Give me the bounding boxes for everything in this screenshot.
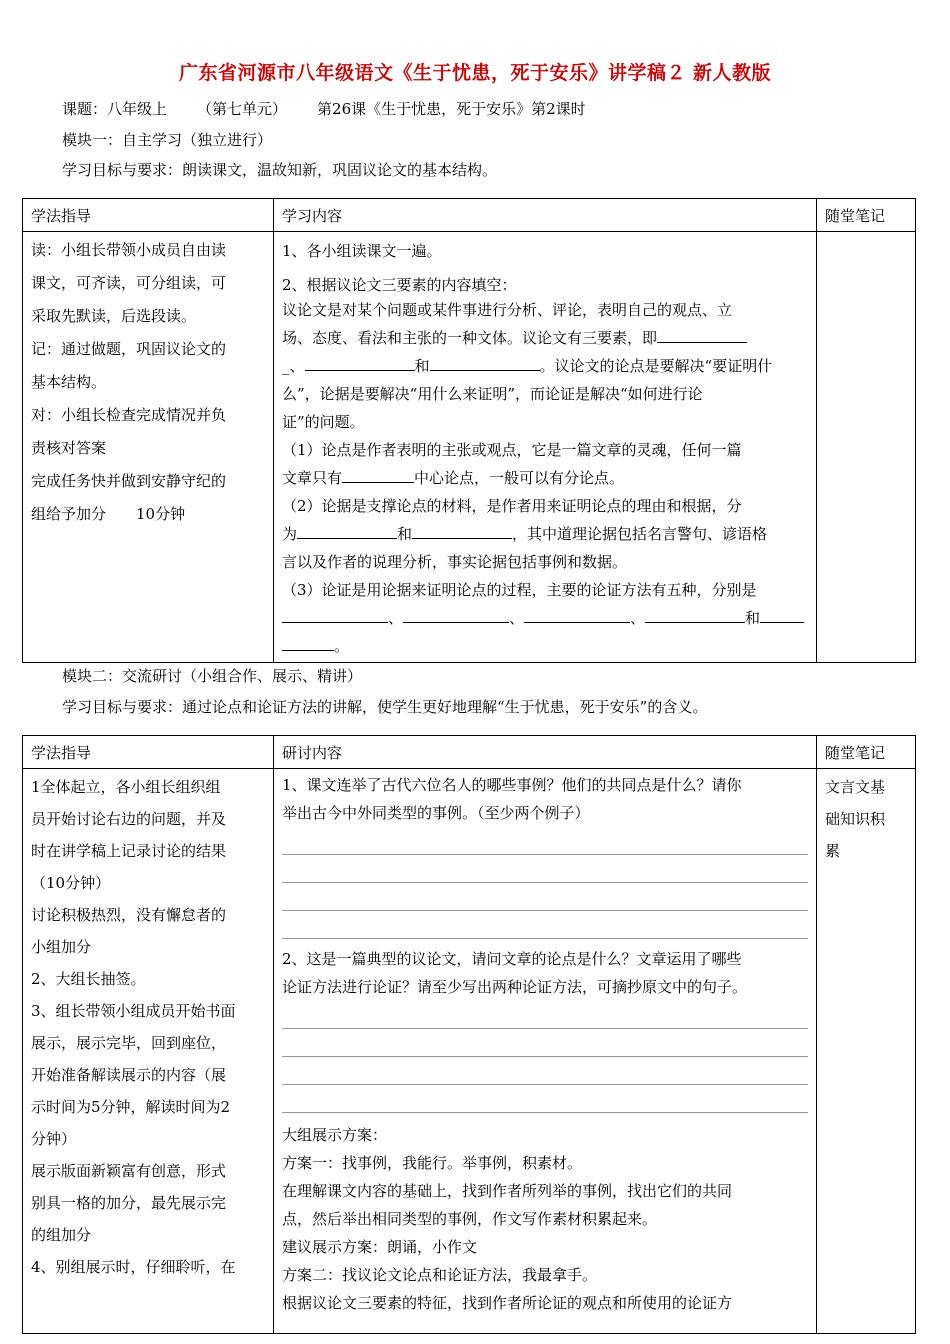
fill-blank[interactable] bbox=[342, 468, 414, 483]
content-line: 么”，论据是要解决“用什么来证明”，而论证是解决“如何进行论 bbox=[282, 385, 703, 403]
guide-line: 员开始讨论右边的问题，并及 bbox=[31, 810, 227, 828]
content-line: （3）论证是用论据来证明论点的过程，主要的论证方法有五种，分别是 bbox=[282, 581, 757, 599]
answer-line[interactable] bbox=[282, 1085, 808, 1113]
guide-line: 展示，展示完毕，回到座位， bbox=[31, 1034, 227, 1052]
plan-line: 大组展示方案： bbox=[282, 1126, 388, 1144]
module2-table bbox=[22, 735, 916, 1334]
guide-line: 2、大组长抽签。 bbox=[31, 970, 146, 988]
guide-line: 示时间为5分钟，解读时间为2 bbox=[31, 1098, 231, 1116]
module2-goal: 学习目标与要求：通过论点和论证方法的讲解，使学生更好地理解“生于忧患，死于安乐”的含义。 bbox=[62, 698, 708, 716]
fill-blank[interactable] bbox=[524, 608, 630, 623]
guide-line: 1全体起立，各小组长组织组 bbox=[31, 778, 221, 796]
guide-line: 时在讲学稿上记录讨论的结果 bbox=[31, 842, 227, 860]
header-content: 学习内容 bbox=[274, 199, 817, 232]
module2-header-row bbox=[23, 736, 916, 769]
fill-blank[interactable] bbox=[403, 608, 509, 623]
question-line: 举出古今中外同类型的事例。（至少两个例子） bbox=[282, 804, 590, 822]
module2-notes-cell[interactable] bbox=[817, 769, 916, 1334]
guide-line: 展示版面新颖富有创意，形式 bbox=[31, 1162, 227, 1180]
module1-goal: 学习目标与要求：朗读课文，温故知新，巩固议论文的基本结构。 bbox=[62, 161, 498, 179]
guide-line: 责核对答案 bbox=[31, 439, 107, 457]
question-line: 1、课文连举了古代六位名人的哪些事例？他们的共同点是什么？请你 bbox=[282, 776, 742, 794]
fill-blank[interactable] bbox=[760, 608, 804, 623]
content-line: 场、态度、看法和主张的一种文体。议论文有三要素，即 bbox=[282, 324, 808, 352]
plan-line: 建议展示方案：朗诵，小作文 bbox=[282, 1238, 478, 1256]
plan-line: 方案一：找事例，我能行。举事例，积素材。 bbox=[282, 1154, 583, 1172]
answer-line[interactable] bbox=[282, 827, 808, 855]
guide-line: 采取先默读，后选段读。 bbox=[31, 307, 197, 325]
header-content: 研讨内容 bbox=[274, 736, 817, 769]
answer-line[interactable] bbox=[282, 911, 808, 939]
content-line: （2）论据是支撑论点的材料，是作者用来证明论点的理由和根据，分 bbox=[282, 497, 742, 515]
module1-notes-cell[interactable] bbox=[817, 232, 916, 663]
guide-line: 完成任务快并做到安静守纪的 bbox=[31, 472, 227, 490]
fill-blank[interactable] bbox=[412, 524, 512, 539]
topic-unit: （第七单元） bbox=[197, 100, 288, 118]
guide-line: 基本结构。 bbox=[31, 373, 107, 391]
guide-line: 对：小组长检查完成情况并负 bbox=[31, 406, 227, 424]
question-line: 论证方法进行论证？请至少写出两种论证方法，可摘抄原文中的句子。 bbox=[282, 978, 748, 996]
content-line: 。 bbox=[282, 632, 808, 660]
fill-blank[interactable] bbox=[282, 608, 388, 623]
content-q1: 1、各小组读课文一遍。 bbox=[282, 242, 442, 260]
content-line: （1）论点是作者表明的主张或观点，它是一篇文章的灵魂，任何一篇 bbox=[282, 441, 742, 459]
module2-content-cell bbox=[274, 769, 817, 1334]
module1-header-row bbox=[23, 199, 916, 232]
answer-line[interactable] bbox=[282, 1057, 808, 1085]
guide-line: 小组加分 bbox=[31, 938, 92, 956]
module2-body-row bbox=[23, 769, 916, 1334]
guide-line: 组给予加分 10分钟 bbox=[31, 505, 186, 523]
content-line: 议论文是对某个问题或某件事进行分析、评论，表明自己的观点、立 bbox=[282, 301, 733, 319]
guide-line: 3、组长带领小组成员开始书面 bbox=[31, 1002, 236, 1020]
header-method: 学法指导 bbox=[23, 199, 274, 232]
content-line: 言以及作者的说理分析，事实论据包括事例和数据。 bbox=[282, 553, 628, 571]
plan-line: 根据议论文三要素的特征，找到作者所论证的观点和所使用的论证方 bbox=[282, 1294, 733, 1312]
fill-blank[interactable] bbox=[282, 636, 334, 651]
guide-line: 分钟） bbox=[31, 1130, 77, 1148]
answer-line[interactable] bbox=[282, 1029, 808, 1057]
answer-line[interactable] bbox=[282, 1001, 808, 1029]
module1-content-cell bbox=[274, 232, 817, 663]
guide-line: 读：小组长带领小成员自由读 bbox=[31, 241, 227, 259]
module1-table bbox=[22, 198, 916, 663]
fill-blank[interactable] bbox=[657, 328, 747, 343]
content-line: 证”的问题。 bbox=[282, 413, 365, 431]
guide-line: 别具一格的加分，最先展示完 bbox=[31, 1194, 227, 1212]
note-line: 础知识积 bbox=[825, 810, 886, 828]
module1-body-row bbox=[23, 232, 916, 663]
content-line: 为 和 ，其中道理论据包括名言警句、谚语格 bbox=[282, 525, 768, 543]
lesson-topic bbox=[62, 99, 586, 119]
content-line: 、 、 、 和 bbox=[282, 604, 808, 632]
fill-blank[interactable] bbox=[297, 524, 397, 539]
guide-line: 讨论积极热烈，没有懈怠者的 bbox=[31, 906, 227, 924]
document-title: 广东省河源市八年级语文《生于忧患，死于安乐》讲学稿２ 新人教版 bbox=[178, 62, 772, 84]
guide-line: 课文，可齐读，可分组读，可 bbox=[31, 274, 227, 292]
guide-line: 4、别组展示时，仔细聆听，在 bbox=[31, 1258, 236, 1276]
plan-line: 方案二：找议论文论点和论证方法，我最拿手。 bbox=[282, 1266, 598, 1284]
content-line: _、 和 。议论文的论点是要解决“要证明什 bbox=[282, 357, 773, 375]
guide-line: （10分钟） bbox=[31, 874, 111, 892]
topic-lesson: 第26课《生于忧患，死于安乐》第2课时 bbox=[317, 100, 586, 118]
answer-line[interactable] bbox=[282, 883, 808, 911]
note-line: 文言文基 bbox=[825, 778, 886, 796]
module1-heading: 模块一：自主学习（独立进行） bbox=[62, 131, 273, 149]
answer-line[interactable] bbox=[282, 855, 808, 883]
guide-line: 开始准备解读展示的内容（展 bbox=[31, 1066, 227, 1084]
fill-blank[interactable] bbox=[430, 356, 540, 371]
module1-guide-cell bbox=[23, 232, 274, 663]
note-line: 累 bbox=[825, 842, 841, 860]
plan-line: 点，然后举出相同类型的事例，作文写作素材积累起来。 bbox=[282, 1210, 658, 1228]
module2-heading: 模块二：交流研讨（小组合作、展示、精讲） bbox=[62, 667, 363, 685]
content-q2: 2、根据议论文三要素的内容填空： bbox=[282, 276, 517, 294]
question-line: 2、这是一篇典型的议论文，请问文章的论点是什么？文章运用了哪些 bbox=[282, 950, 742, 968]
topic-label: 课题：八年级上 bbox=[62, 100, 168, 118]
header-notes: 随堂笔记 bbox=[817, 736, 916, 769]
module2-guide-cell bbox=[23, 769, 274, 1334]
guide-line: 的组加分 bbox=[31, 1226, 92, 1244]
guide-line: 记：通过做题，巩固议论文的 bbox=[31, 340, 227, 358]
plan-line: 在理解课文内容的基础上，找到作者所列举的事例，找出它们的共同 bbox=[282, 1182, 733, 1200]
header-method: 学法指导 bbox=[23, 736, 274, 769]
content-line: 文章只有 中心论点，一般可以有分论点。 bbox=[282, 469, 625, 487]
header-notes: 随堂笔记 bbox=[817, 199, 916, 232]
fill-blank[interactable] bbox=[305, 356, 415, 371]
fill-blank[interactable] bbox=[645, 608, 745, 623]
